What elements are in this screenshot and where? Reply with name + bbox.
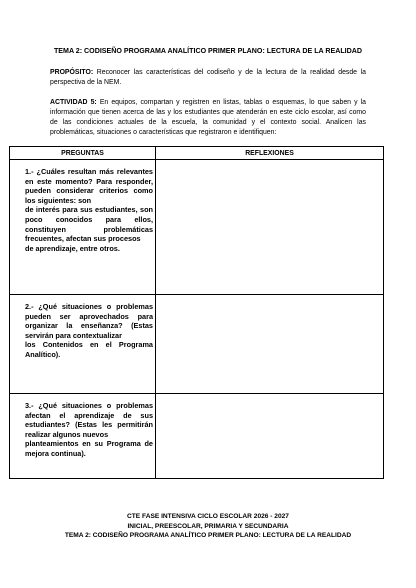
table-row — [10, 160, 384, 295]
question-text: 2.- ¿Qué situaciones o problemas pueden ser aprovechados para organizar la enseñanza? (Estas servirán para contextualizar los Contenidos en el Programa Analítico). — [25, 302, 153, 359]
question-text: 3.- ¿Qué situaciones o problemas afectan el aprendizaje de sus estudiantes? (Estas les permitirán realizar algunos nuevos planteamientos en su Programa de mejora continua). — [25, 401, 153, 458]
header-questions: PREGUNTAS — [10, 147, 156, 160]
table-row — [10, 394, 384, 479]
footer-line-2: INICIAL, PREESCOLAR, PRIMARIA Y SECUNDARIA — [127, 522, 289, 530]
header-reflections: REFLEXIONES — [156, 147, 384, 160]
purpose-paragraph — [50, 68, 366, 88]
footer-line-3: TEMA 2: CODISEÑO PROGRAMA ANALÍTICO PRIMER PLANO: LECTURA DE LA REALIDAD — [64, 532, 352, 539]
reflection-cell[interactable] — [156, 295, 384, 394]
footer-line-1: CTE FASE INTENSIVA CICLO ESCOLAR 2026 - 2027 — [127, 513, 289, 520]
activity-label: ACTIVIDAD 5: — [50, 99, 97, 106]
page-footer — [10, 512, 406, 541]
question-cell — [10, 295, 156, 394]
page-title: TEMA 2: CODISEÑO PROGRAMA ANALÍTICO PRIMER PLANO: LECTURA DE LA REALIDAD — [53, 47, 363, 55]
activity-paragraph — [50, 98, 366, 138]
table-row — [10, 295, 384, 394]
reflection-cell[interactable] — [156, 160, 384, 295]
questions-table — [9, 146, 384, 479]
reflection-cell[interactable] — [156, 394, 384, 479]
purpose-label: PROPÓSITO: — [50, 69, 94, 76]
question-text: 1.- ¿Cuáles resultan más relevantes en este momento? Para responder, pueden considerar criterios como los siguientes: son de interés para sus estudiantes, son poco conocidos para ellos, constituyen problemáticas frecuentes, afectan sus procesos de aprendizaje, entre otros. — [25, 167, 153, 253]
question-cell — [10, 160, 156, 295]
purpose-text: Reconocer las características del codiseño y de la lectura de la realidad desde la perspectiva de la NEM. — [50, 69, 366, 86]
activity-text: En equipos, compartan y registren en listas, tablas o esquemas, lo que saben y la información que tienen acerca de las y los estudiantes que atenderán en este ciclo escolar, así como de las condiciones actuales de la escuela, la comunidad y el contexto social. Analicen las problemáticas, situaciones o características que registraron e identifiquen: — [50, 99, 366, 136]
question-cell — [10, 394, 156, 479]
